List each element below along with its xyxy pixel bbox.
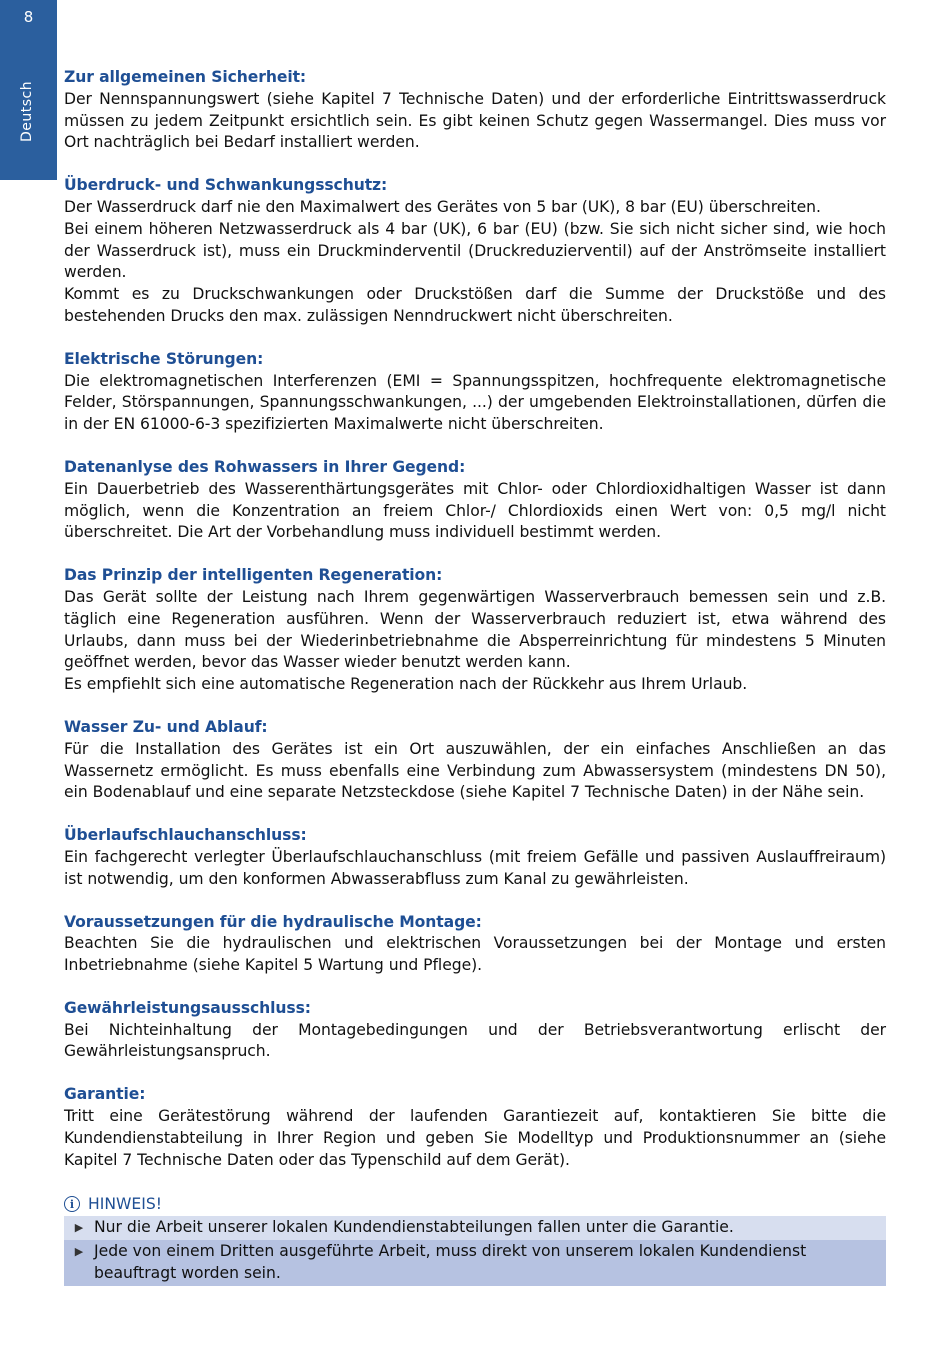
section: [64, 1084, 886, 1171]
section-paragraph: Die elektromagnetischen Interferenzen (EMI = Spannungsspitzen, hochfrequente elektromagnetische Felder, Störspannungen, Spannungsschwankungen, ...) der umgebenden Elektroinstallationen, dürfen die in der EN 61000-6-3 spezifizierten Maximalwerte nicht überschreiten.: [64, 371, 886, 434]
notice-item-text: Nur die Arbeit unserer lokalen Kundendienstabteilungen fallen unter die Garantie.: [94, 1218, 734, 1237]
section-paragraph: Bei Nichteinhaltung der Montagebedingungen und der Betriebsverantwortung erlischt der Gewährleistungsanspruch.: [64, 1020, 886, 1061]
section-heading: Überdruck- und Schwankungsschutz:: [64, 176, 388, 195]
section-paragraph: Bei einem höheren Netzwasserdruck als 4 bar (UK), 6 bar (EU) (bzw. Sie sich nicht sicher sind, wie hoch der Wasserdruck ist), muss ein Druckminderventil (Druckreduzierventil) auf der Anströmseite installiert werden.: [64, 219, 886, 282]
section-heading: Wasser Zu- und Ablauf:: [64, 717, 268, 736]
section-paragraph: Ein Dauerbetrieb des Wasserenthärtungsgerätes mit Chlor- oder Chlordioxidhaltigen Wasser ist dann möglich, wenn die Konzentration an freiem Chlor-/ Chlordioxids einen Wert von: 0,5 mg/l nicht überschreitet. Die Art der Vorbehandlung muss individuell bestimmt werden.: [64, 479, 886, 542]
section-heading: Überlaufschlauchanschluss:: [64, 826, 307, 845]
language-side-tab: [0, 0, 57, 180]
notice-title: HINWEIS!: [88, 1194, 163, 1213]
section-paragraph: Ein fachgerecht verlegter Überlaufschlauchanschluss (mit freiem Gefälle und passiven Auslauffreiraum) ist notwendig, um den konformen Abwasserabfluss zum Kanal zu gewährleisten.: [64, 847, 886, 888]
section: [64, 175, 886, 328]
notice-item: [64, 1240, 886, 1286]
section-paragraph: Beachten Sie die hydraulischen und elektrischen Voraussetzungen bei der Montage und ersten Inbetriebnahme (siehe Kapitel 5 Wartung und Pflege).: [64, 934, 886, 975]
section: [64, 717, 886, 804]
section-heading: Datenanlyse des Rohwassers in Ihrer Gegend:: [64, 457, 466, 476]
section-paragraph: Tritt eine Gerätestörung während der laufenden Garantiezeit auf, kontaktieren Sie bitte die Kundendienstabteilung in Ihrer Region und geben Sie Modelltyp und Produktionsnummer an (siehe Kapitel 7 Technische Daten oder das Typenschild auf dem Gerät).: [64, 1107, 886, 1169]
document-body: [64, 67, 886, 1286]
section-heading: Das Prinzip der intelligenten Regeneration:: [64, 566, 443, 585]
triangle-bullet-icon: ▶: [74, 1245, 84, 1259]
triangle-bullet-icon: ▶: [74, 1221, 84, 1235]
section-paragraph: Der Wasserdruck darf nie den Maximalwert des Gerätes von 5 bar (UK), 8 bar (EU) überschreiten.: [64, 197, 821, 216]
language-label: Deutsch: [19, 80, 35, 142]
info-icon: i: [64, 1196, 80, 1212]
section: [64, 825, 886, 890]
section: [64, 912, 886, 977]
section-paragraph: Das Gerät sollte der Leistung nach Ihrem gegenwärtigen Wasserverbrauch bemessen sein und z.B. täglich eine Regeneration ausführen. Wenn der Wasserverbrauch reduziert ist, etwa während des Urlaubs, dann muss bei der Wiederinbetriebnahme die Absperreinrichtung für mindestens 5 Minuten geöffnet werden, bevor das Wasser wieder benutzt werden kann.: [64, 587, 886, 672]
section-heading: Voraussetzungen für die hydraulische Montage:: [64, 912, 482, 931]
section: [64, 67, 886, 154]
notice-item: [64, 1216, 886, 1240]
section-heading: Gewährleistungsausschluss:: [64, 998, 311, 1017]
page-number: 8: [23, 8, 34, 26]
section-paragraph: Für die Installation des Gerätes ist ein Ort auszuwählen, der ein einfaches Anschließen an das Wassernetz ermöglicht. Es muss ebenfalls eine Verbindung zum Abwassersystem (mindestens DN 50), ein Bodenablauf und eine separate Netzsteckdose (siehe Kapitel 7 Technische Daten) in der Nähe sein.: [64, 739, 886, 802]
section: [64, 349, 886, 436]
section-paragraph: Kommt es zu Druckschwankungen oder Druckstößen darf die Summe der Druckstöße und des bestehenden Drucks den max. zulässigen Nenndruckwert nicht überschreiten.: [64, 285, 886, 325]
section-heading: Garantie:: [64, 1085, 146, 1104]
notice-heading: [64, 1192, 886, 1216]
section: [64, 565, 886, 696]
section-heading: Elektrische Störungen:: [64, 349, 264, 368]
sections-container: [64, 67, 886, 1171]
notice-item-text: Jede von einem Dritten ausgeführte Arbeit, muss direkt von unserem lokalen Kundendienst beauftragt worden sein.: [94, 1242, 807, 1283]
notice-box: [64, 1192, 886, 1285]
section-paragraph: Es empfiehlt sich eine automatische Regeneration nach der Rückkehr aus Ihrem Urlaub.: [64, 675, 748, 694]
section-paragraph: Der Nennspannungswert (siehe Kapitel 7 Technische Daten) und der erforderliche Eintrittswasserdruck müssen zu jedem Zeitpunkt ersichtlich sein. Es gibt keinen Schutz gegen Wassermangel. Dies muss vor Ort nachträglich bei Bedarf installiert werden.: [64, 89, 886, 152]
section: [64, 457, 886, 544]
section-heading: Zur allgemeinen Sicherheit:: [64, 68, 307, 86]
section: [64, 998, 886, 1063]
